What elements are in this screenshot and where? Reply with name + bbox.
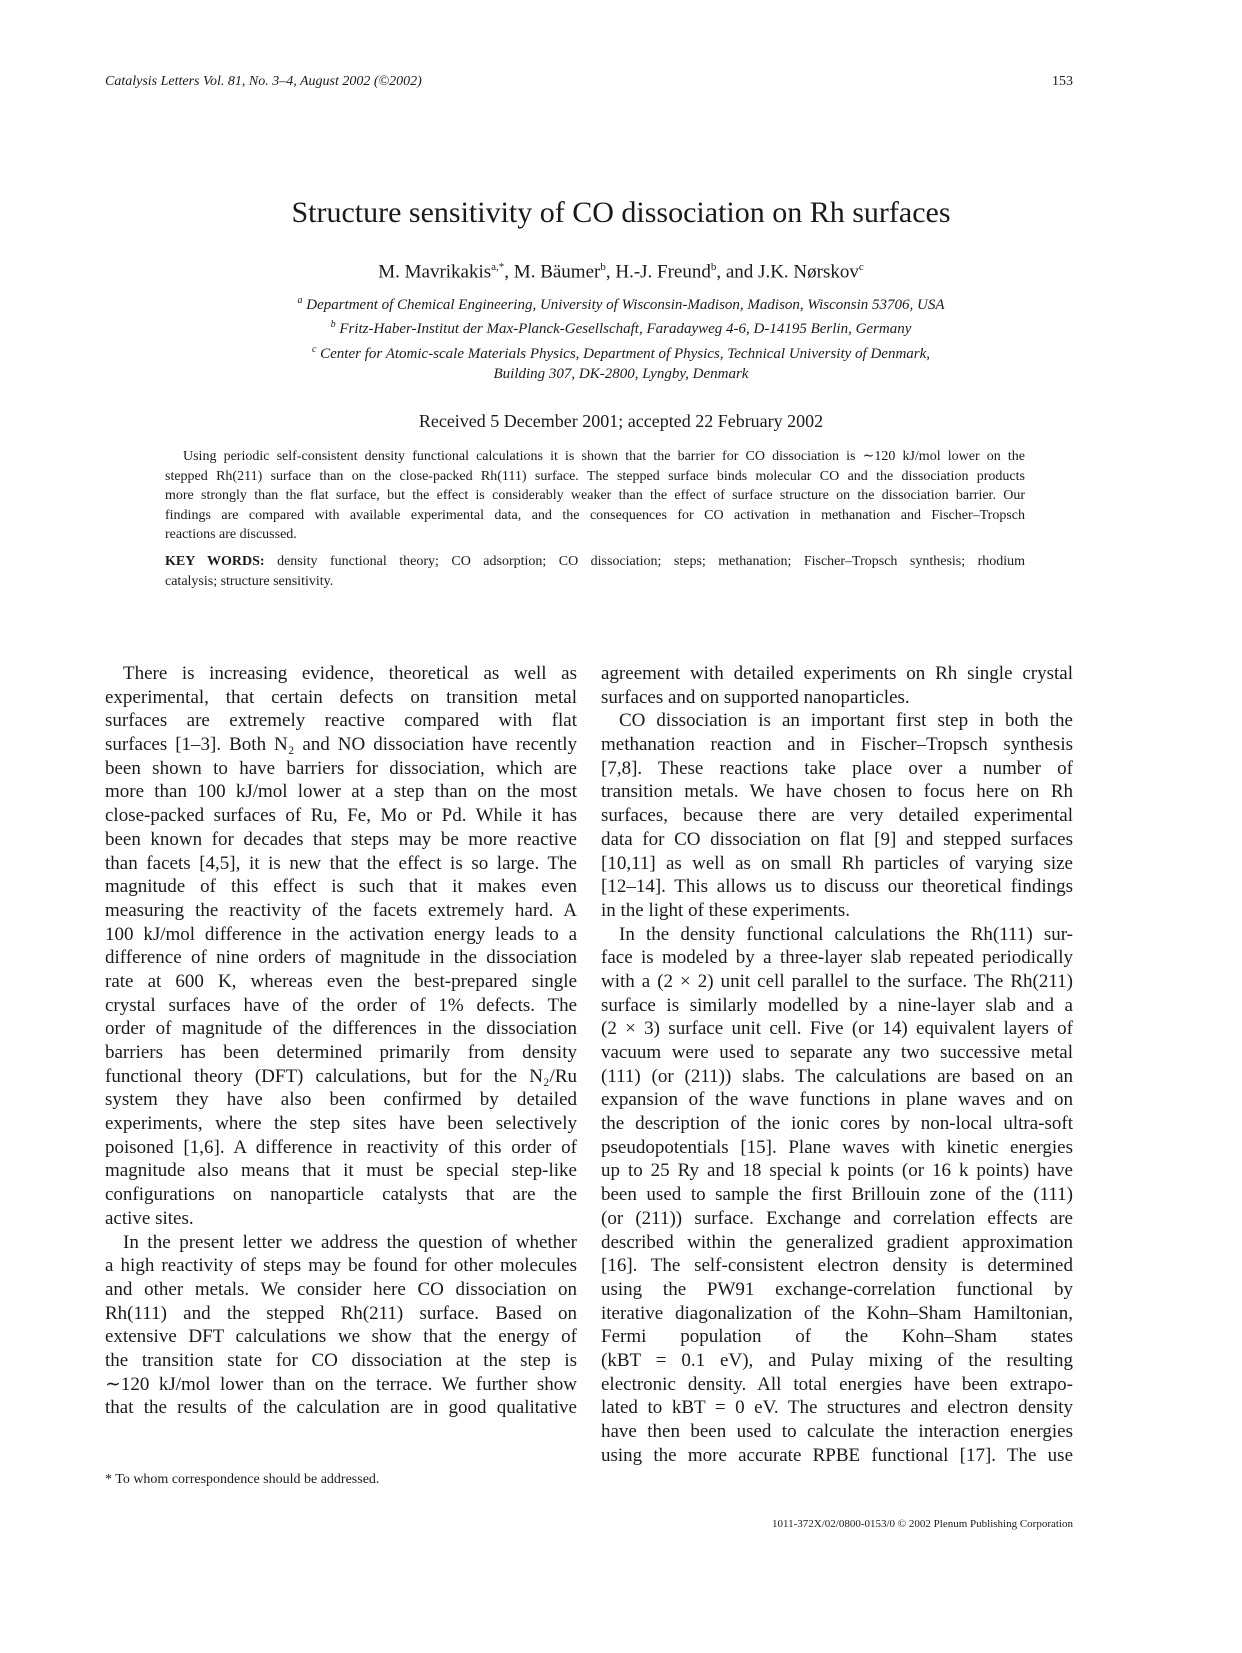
author-name: M. Bäumer <box>513 261 601 283</box>
paragraph <box>601 709 1073 922</box>
affiliation-mark: b <box>330 319 336 331</box>
text-line: surfaces are extremely reactive compared with flat <box>105 710 577 732</box>
received-dates: Received 5 December 2001; accepted 22 February 2002 <box>418 411 824 431</box>
author-affiliation-mark: b <box>710 261 717 273</box>
text-line: been known for decades that steps may be more reactive <box>105 828 577 850</box>
keywords-line: catalysis; structure sensitivity. <box>165 573 334 589</box>
text-line: experiments, where the step sites have been selectively <box>105 1113 577 1135</box>
author-name: M. Mavrikakis <box>378 261 492 283</box>
text-line: the description of the ionic cores by non-local ultra-soft <box>601 1113 1073 1135</box>
text-line: using the more accurate RPBE functional [17]. The use <box>601 1444 1073 1466</box>
text-line: In the present letter we address the question of whether <box>123 1231 577 1253</box>
abstract-line: reactions are discussed. <box>165 527 297 543</box>
author-name: H.-J. Freund <box>615 261 711 283</box>
text-line: a high reactivity of steps may be found for other molecules <box>105 1255 577 1277</box>
running-head: Catalysis Letters Vol. 81, No. 3–4, August 2002 (©2002) <box>105 74 422 89</box>
text-line: poisoned [1,6]. A difference in reactivity of this order of <box>105 1136 577 1158</box>
text-line: using the PW91 exchange-correlation functional by <box>601 1278 1073 1300</box>
text-line: vacuum were used to separate any two successive metal <box>601 1042 1073 1063</box>
text-line: up to 25 Ry and 18 special k points (or 16 k points) have <box>601 1160 1073 1182</box>
text-line: pseudopotentials [15]. Plane waves with kinetic energies <box>601 1136 1073 1158</box>
keywords-text: density functional theory; CO adsorption; CO dissociation; steps; methanation; Fischer–Tropsch synthesis; rhodium <box>277 553 1026 569</box>
text-line: more than 100 kJ/mol lower at a step than on the most <box>105 781 577 803</box>
affiliations <box>0 291 1242 384</box>
affiliation-text: Fritz-Haber-Institut der Max-Planck-Gesellschaft, Faradayweg 4-6, D-14195 Berlin, Germany <box>339 321 912 338</box>
text-line: (or (211)) surface. Exchange and correlation effects are <box>601 1207 1073 1229</box>
text-line: magnitude also means that it must be special step-like <box>105 1160 577 1182</box>
text-line: been used to sample the first Brillouin zone of the (111) <box>601 1184 1073 1206</box>
text-line: system they have also been confirmed by detailed <box>105 1089 577 1111</box>
text-line: been shown to have barriers for dissociation, which are <box>105 757 577 779</box>
text-line: difference of nine orders of magnitude in the dissociation <box>105 947 577 969</box>
text-line: methanation reaction and in Fischer–Tropsch synthesis <box>601 734 1073 756</box>
affiliation-mark: a <box>297 295 303 306</box>
text-line: There is increasing evidence, theoretical as well as <box>123 663 577 684</box>
copyright-footer: 1011-372X/02/0800-0153/0 © 2002 Plenum Publishing Corporation <box>772 1518 1073 1530</box>
text-line: data for CO dissociation on flat [9] and stepped surfaces <box>601 828 1073 850</box>
paragraph <box>105 1231 577 1421</box>
text-line: ∼120 kJ/mol lower than on the terrace. We further show <box>105 1373 577 1395</box>
text-line: described within the generalized gradient approximation <box>601 1231 1073 1253</box>
text-line: the transition state for CO dissociation at the step is <box>105 1349 577 1371</box>
text-line: [12–14]. This allows us to discuss our theoretical findings <box>601 876 1073 898</box>
text-line: iterative diagonalization of the Kohn–Sham Hamiltonian, <box>601 1302 1073 1324</box>
affiliation-line <box>0 291 1242 315</box>
text-line: CO dissociation is an important first step in both the <box>619 710 1073 732</box>
text-line: order of magnitude of the differences in the dissociation <box>105 1018 577 1040</box>
paragraph <box>601 662 1073 709</box>
text-line: rate at 600 K, whereas even the best-prepared single <box>105 970 577 992</box>
abstract <box>165 447 1025 591</box>
text-line: extensive DFT calculations we show that the energy of <box>105 1326 577 1348</box>
abstract-line: more strongly than the flat surface, but the effect is considerably weaker than the effect of surface structure on the dissociation barrier. Our <box>165 488 1025 504</box>
text-line: (2 × 3) surface unit cell. Five (or 14) equivalent layers of <box>601 1018 1073 1040</box>
text-line: active sites. <box>105 1207 194 1229</box>
text-line: close-packed surfaces of Ru, Fe, Mo or Pd. While it has <box>105 805 577 827</box>
text-line: 100 kJ/mol difference in the activation energy leads to a <box>105 923 577 945</box>
text-line: [7,8]. These reactions take place over a number of <box>601 757 1073 779</box>
text-line: magnitude of this effect is such that it makes even <box>105 876 577 898</box>
affiliation-text: Center for Atomic-scale Materials Physics, Department of Physics, Technical University of Denmark, <box>320 345 931 362</box>
text-line: (111) (or (211)) slabs. The calculations are based on an <box>601 1065 1073 1087</box>
text-line: with a (2 × 2) unit cell parallel to the surface. The Rh(211) <box>601 970 1073 992</box>
author-name: J.K. Nørskov <box>758 261 859 283</box>
text-line: than facets [4,5], it is new that the effect is so large. The <box>105 852 577 874</box>
text-line: [16]. The self-consistent electron density is determined <box>601 1255 1073 1277</box>
text-line: surfaces [1–3]. Both N₂ and NO dissociation have recently <box>105 734 577 756</box>
affiliation-line <box>0 315 1242 339</box>
text-line: functional theory (DFT) calculations, but for the N₂/Ru <box>105 1065 577 1087</box>
text-line: configurations on nanoparticle catalysts that are the <box>105 1184 577 1206</box>
keywords-line <box>165 552 1025 572</box>
keywords-label: KEY WORDS: <box>165 553 265 569</box>
author-list: M. Mavrikakis$^{a,*}$, M. Bäumer$^b$, H.-J. Freund$^b$, and J.K. Nørskov$^c$ <box>378 261 864 283</box>
paragraph <box>601 923 1073 1468</box>
affiliation-line <box>0 364 1242 384</box>
affiliation-text: Building 307, DK-2800, Lyngby, Denmark <box>493 365 749 382</box>
body-column-left <box>105 662 577 1420</box>
text-line: Rh(111) and the stepped Rh(211) surface. Based on <box>105 1302 577 1324</box>
text-line: measuring the reactivity of the facets extremely hard. A <box>105 899 577 921</box>
text-line: transition metals. We have chosen to focus here on Rh <box>601 781 1073 803</box>
abstract-line: stepped Rh(211) surface than on the close-packed Rh(111) surface. The stepped surface binds molecular CO and the dissociation products <box>165 468 1025 484</box>
text-line: (kBT = 0.1 eV), and Pulay mixing of the resulting <box>601 1349 1073 1371</box>
footnote: * To whom correspondence should be addressed. <box>105 1472 380 1487</box>
body-column-right <box>601 662 1073 1467</box>
text-line: electronic density. All total energies have been extrapo- <box>601 1373 1073 1395</box>
text-line: surface is similarly modelled by a nine-layer slab and a <box>601 994 1073 1016</box>
abstract-line: Using periodic self-consistent density functional calculations it is shown that the barrier for CO dissociation is ∼120 kJ/mol lower on the <box>183 449 1025 464</box>
abstract-line: findings are compared with available experimental data, and the consequences for CO activation in methanation and Fischer–Tropsch <box>165 507 1025 523</box>
paper-title: Structure sensitivity of CO dissociation on Rh surfaces <box>291 196 951 229</box>
author-affiliation-mark: b <box>600 261 606 273</box>
text-line: Fermi population of the Kohn–Sham states <box>601 1326 1073 1348</box>
text-line: expansion of the wave functions in plane waves and on <box>601 1089 1073 1111</box>
page-number: 153 <box>1052 74 1073 89</box>
text-line: face is modeled by a three-layer slab repeated periodically <box>601 947 1073 969</box>
text-line: surfaces and on supported nanoparticles. <box>601 686 910 708</box>
affiliation-mark: c <box>311 343 317 355</box>
text-line: lated to kBT = 0 eV. The structures and electron density <box>601 1397 1073 1419</box>
affiliation-text: Department of Chemical Engineering, University of Wisconsin-Madison, Madison, Wisconsin 53706, USA <box>306 297 945 313</box>
text-line: and other metals. We consider here CO dissociation on <box>105 1278 577 1300</box>
paragraph <box>105 662 577 1231</box>
text-line: have then been used to calculate the interaction energies <box>601 1421 1073 1442</box>
text-line: In the density functional calculations the Rh(111) sur- <box>619 923 1073 945</box>
text-line: experimental, that certain defects on transition metal <box>105 686 577 708</box>
text-line: [10,11] as well as on small Rh particles of varying size <box>601 852 1073 874</box>
text-line: surfaces, because there are very detailed experimental <box>601 805 1073 827</box>
author-affiliation-mark: a,* <box>491 261 505 273</box>
text-line: agreement with detailed experiments on Rh single crystal <box>601 663 1073 684</box>
text-line: that the results of the calculation are in good qualitative <box>105 1397 577 1419</box>
text-line: crystal surfaces have of the order of 1% defects. The <box>105 994 577 1016</box>
text-line: in the light of these experiments. <box>601 899 851 921</box>
text-line: barriers has been determined primarily from density <box>105 1042 577 1063</box>
affiliation-line <box>0 340 1242 364</box>
author-affiliation-mark: c <box>858 261 864 273</box>
